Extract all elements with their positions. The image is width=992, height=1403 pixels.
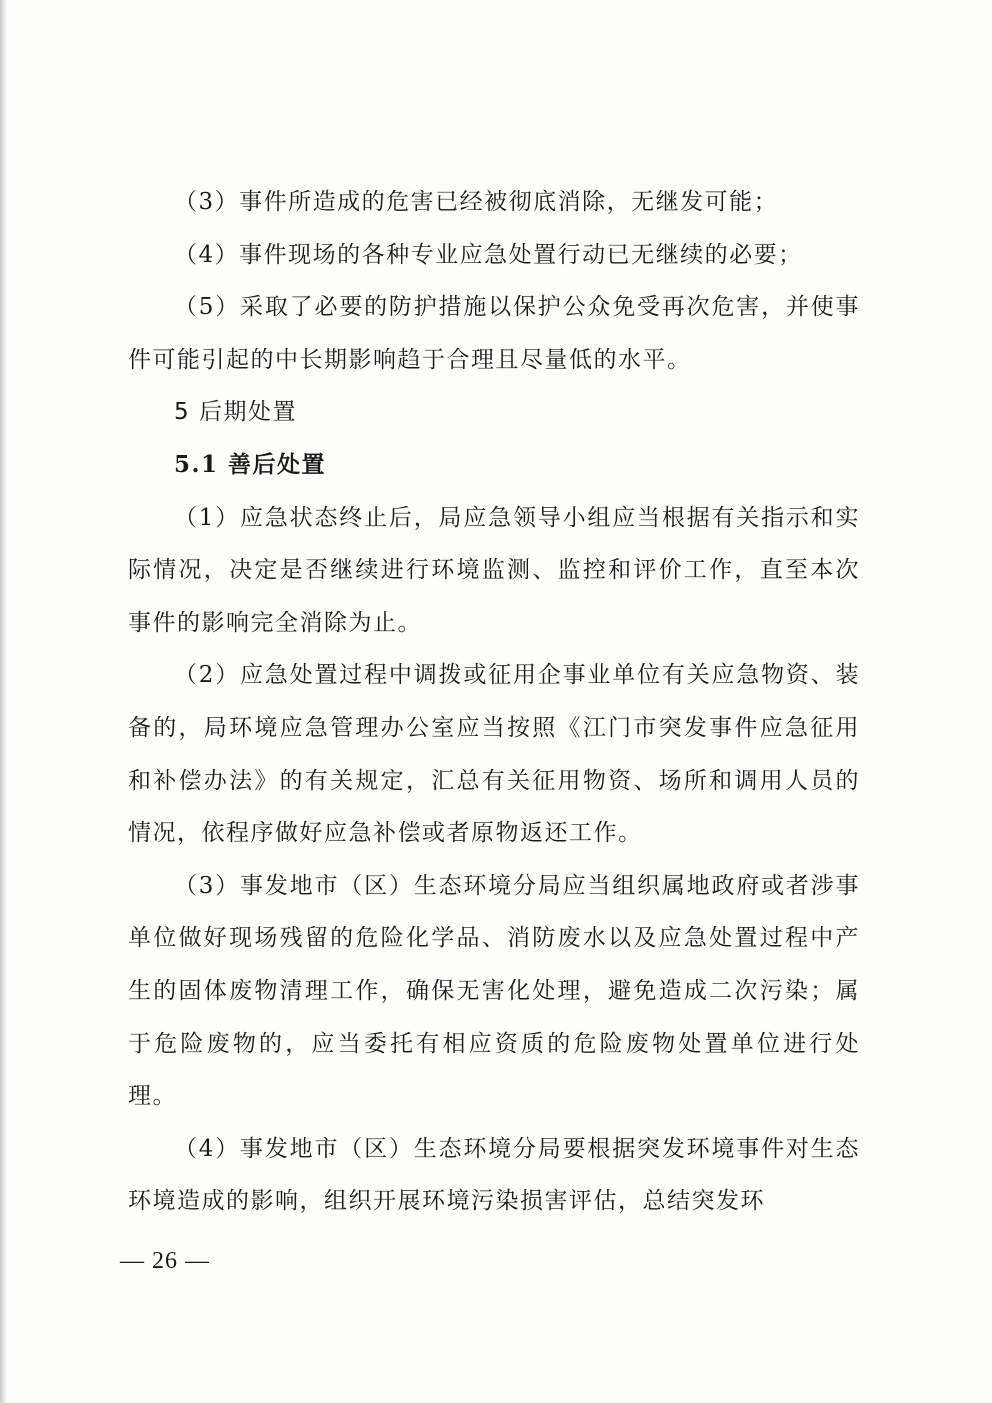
scan-edge-shadow xyxy=(0,0,8,1403)
page-number: — 26 — xyxy=(120,1248,210,1274)
aftermath-item-3: （3）事发地市（区）生态环境分局应当组织属地政府或者涉事单位做好现场残留的危险化学品、消防废水以及应急处置过程中产生的固体废物清理工作，确保无害化处理，避免造成二次污染；属于危险废物的，应当委托有相应资质的危险废物处置单位进行处理。 xyxy=(128,872,860,1110)
aftermath-item-1: （1）应急状态终止后，局应急领导小组应当根据有关指示和实际情况，决定是否继续进行环境监测、监控和评价工作，直至本次事件的影响完全消除为止。 xyxy=(128,504,860,636)
document-body xyxy=(128,176,860,1228)
aftermath-item-2: （2）应急处置过程中调拨或征用企事业单位有关应急物资、装备的，局环境应急管理办公室应当按照《江门市突发事件应急征用和补偿办法》的有关规定，汇总有关征用物资、场所和调用人员的情况，依程序做好应急补偿或者原物返还工作。 xyxy=(128,662,860,847)
item-3-hazard-eliminated: （3）事件所造成的危害已经被彻底消除，无继发可能； xyxy=(174,189,779,215)
section-heading-5: 5 后期处置 xyxy=(174,399,297,426)
subsection-heading-5-1: 5.1 善后处置 xyxy=(174,450,327,478)
item-4-no-further-action: （4）事件现场的各种专业应急处置行动已无继续的必要； xyxy=(174,241,803,268)
aftermath-item-4: （4）事发地市（区）生态环境分局要根据突发环境事件对生态环境造成的影响，组织开展环境污染损害评估，总结突发环 xyxy=(128,1135,860,1215)
item-5-protective-measures: （5）采取了必要的防护措施以保护公众免受再次危害，并使事件可能引起的中长期影响趋于合理且尽量低的水平。 xyxy=(128,294,860,373)
